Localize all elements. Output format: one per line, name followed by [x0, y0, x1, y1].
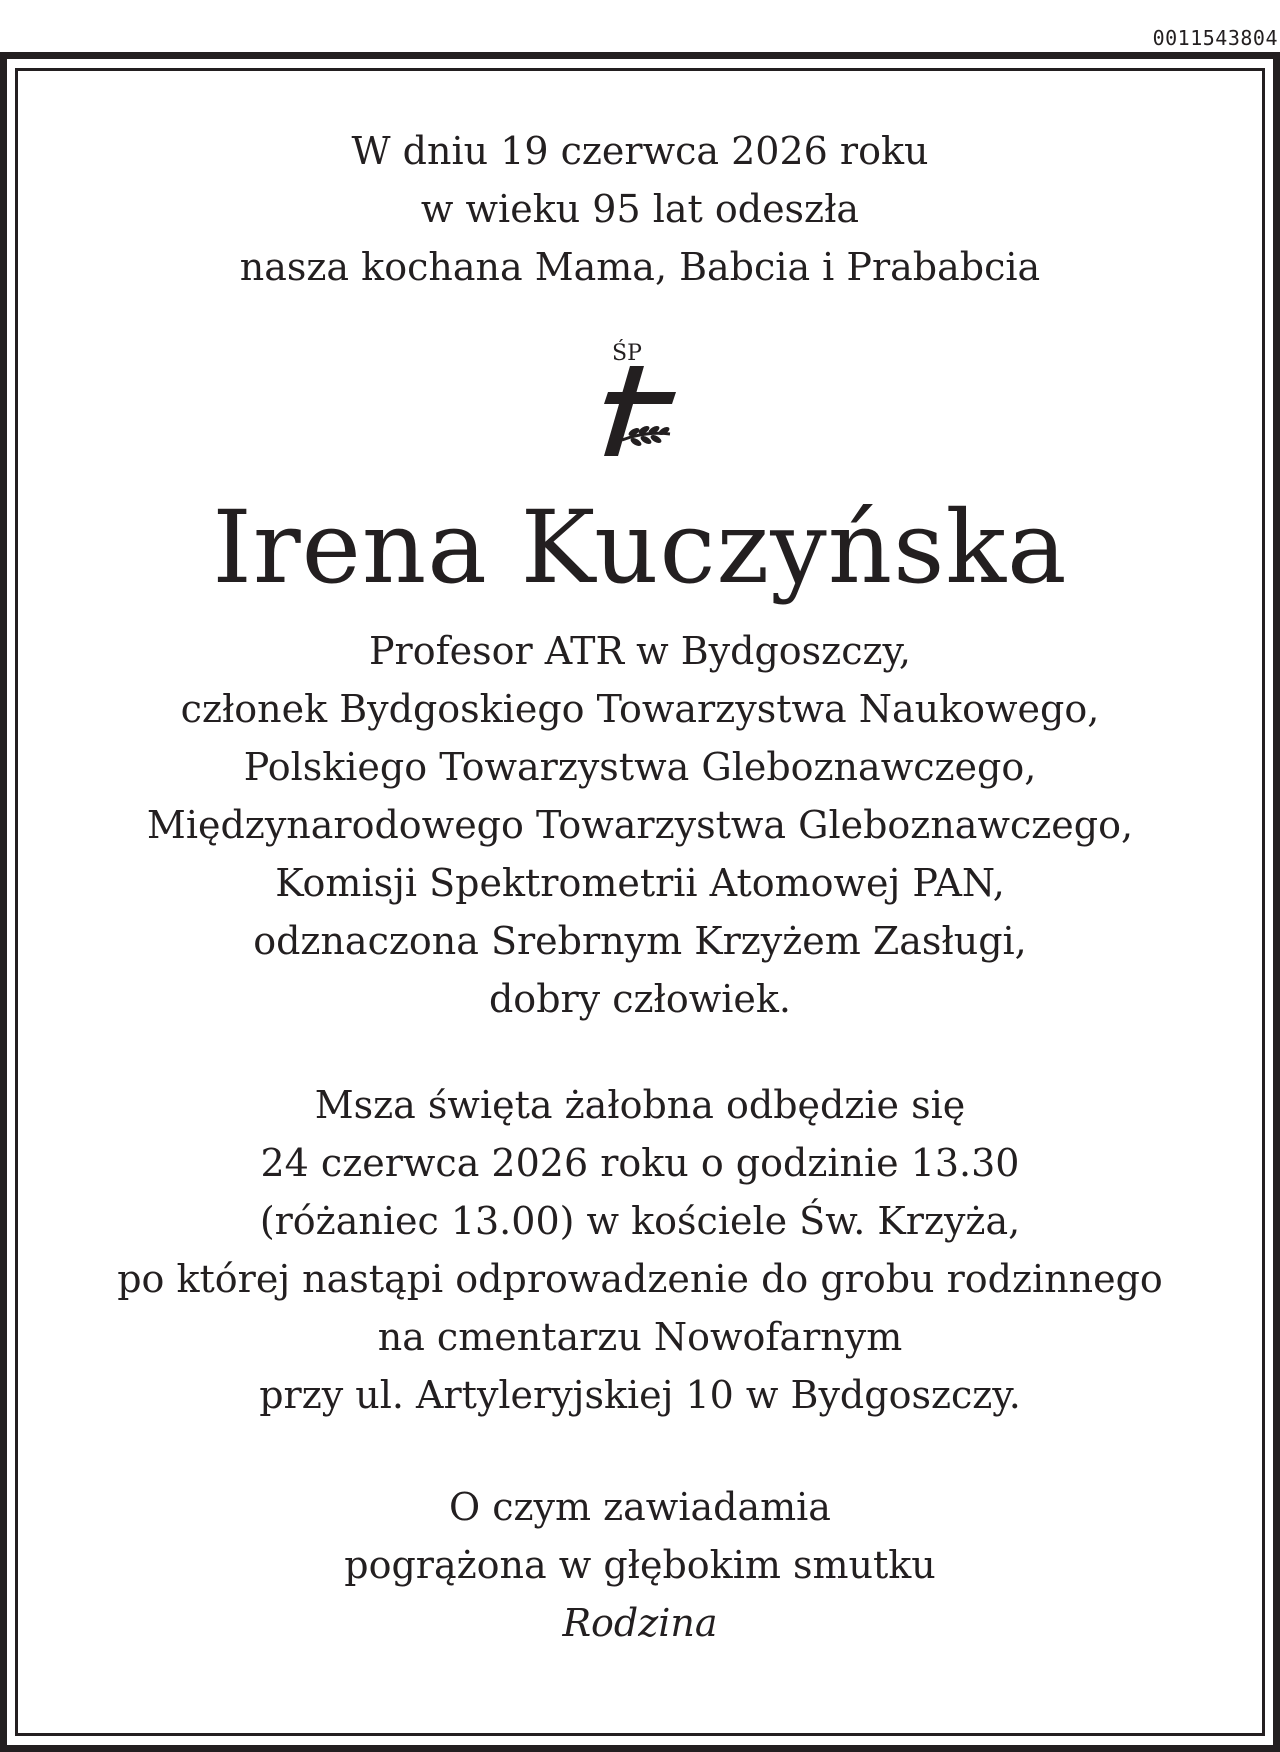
- obituary-content: [15, 68, 1265, 1652]
- signature: Rodzina: [562, 1601, 718, 1645]
- title-line: Polskiego Towarzystwa Gleboznawczego,: [243, 745, 1037, 789]
- mass-line: 24 czerwca 2026 roku o godzinie 13.30: [260, 1141, 1020, 1185]
- intro-line: nasza kochana Mama, Babcia i Prababcia: [239, 245, 1041, 289]
- title-line: dobry człowiek.: [488, 977, 791, 1021]
- mass-line: na cmentarzu Nowofarnym: [377, 1315, 903, 1359]
- mass-line: po której nastąpi odprowadzenie do grobu rodzinnego: [117, 1257, 1163, 1301]
- closing-line: O czym zawiadamia: [449, 1485, 831, 1529]
- title-line: Międzynarodowego Towarzystwa Gleboznawczego,: [146, 803, 1134, 847]
- sp-label: ŚP: [612, 341, 642, 366]
- intro-line: W dniu 19 czerwca 2026 roku: [351, 129, 929, 173]
- document-id: 0011543804: [1152, 26, 1278, 50]
- closing-block: [15, 1478, 1265, 1652]
- mass-line: przy ul. Artyleryjskiej 10 w Bydgoszczy.: [259, 1373, 1021, 1417]
- titles-block: [15, 622, 1265, 1028]
- title-line: Profesor ATR w Bydgoszczy,: [368, 629, 912, 673]
- title-line: członek Bydgoskiego Towarzystwa Naukowego,: [180, 687, 1100, 731]
- intro-line: w wieku 95 lat odeszła: [420, 187, 860, 231]
- title-line: Komisji Spektrometrii Atomowej PAN,: [275, 861, 1005, 905]
- title-line: odznaczona Srebrnym Krzyżem Zasługi,: [253, 919, 1027, 963]
- closing-line: pogrążona w głębokim smutku: [344, 1543, 936, 1587]
- mass-line: (różaniec 13.00) w kościele Św. Krzyża,: [259, 1199, 1021, 1243]
- memorial-symbol: [15, 342, 1265, 464]
- mass-line: Msza święta żałobna odbędzie się: [314, 1083, 966, 1127]
- intro-block: [15, 122, 1265, 296]
- mass-info-block: [15, 1076, 1265, 1424]
- deceased-name: Irena Kuczyńska: [212, 489, 1068, 606]
- cross-with-palm-icon: [594, 360, 690, 460]
